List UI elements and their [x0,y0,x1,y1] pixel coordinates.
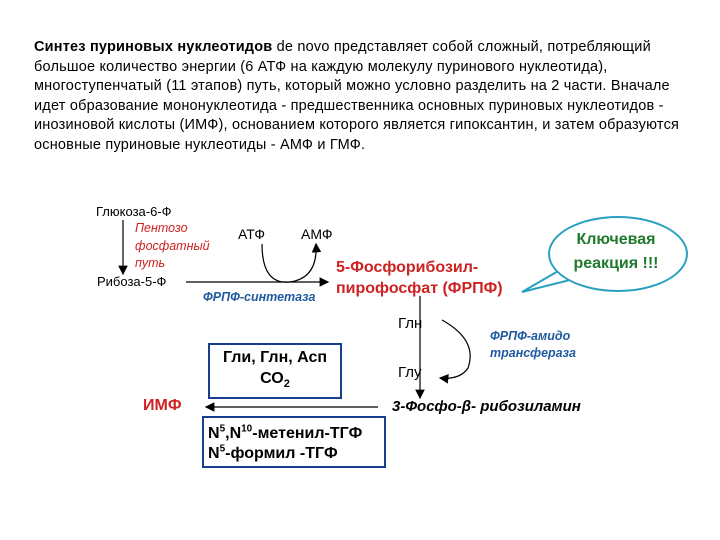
prpp-label-line1: 5-Фосфорибозил- [336,259,479,276]
key-reaction-line1: Ключевая [576,231,656,248]
folate-formyl: -формил -ТГФ [225,445,338,462]
arrow-gln-glu [440,320,470,378]
prpp-label-line2: пирофосфат (ФРПФ) [336,280,503,297]
amidotransferase-label-1: ФРПФ-амидо [490,329,571,343]
beta-symbol: β [461,398,472,415]
glu-label: Глу [398,364,422,381]
pathway-label-3: путь [135,256,166,270]
arrow-atp-amp [262,244,316,282]
pathway-label-1: Пентозо [135,221,188,235]
folate-sup5: 5 [219,423,226,435]
folate-mid: ,N [225,425,242,442]
amp-label: АМФ [301,226,333,242]
ribosylamine-label [392,398,581,415]
gln-label: Глн [398,315,423,332]
folate-sup5-2: 5 [219,443,226,455]
substrates-box [208,343,342,399]
substrates-line1: Гли, Глн, Асп [222,349,328,366]
folate-methenyl: -метенил-ТГФ [252,425,363,442]
co2-label: СО [260,370,284,387]
imp-label: ИМФ [143,397,182,414]
prpp-synthetase-label: ФРПФ-синтетаза [203,290,316,304]
intro-text: de novo представляет собой сложный, потребляющий большое количество энергии (6 АТФ на каждую молекулу пуринового нуклеотида), многоступенчатый (11 этапов) путь, который можно условно разделить на 2 части. Вначале идет образование мононуклеотида - предшественника основных пуриновых нуклеотидов - инозиновой кислоты (ИМФ), основанием которого является гипоксантин, и затем образуются основные пуриновые нуклеотиды - АМФ и ГМФ. [34,39,680,153]
folate-line1 [208,424,384,444]
amidotransferase-label-2: трансфераза [490,346,576,360]
co2-subscript: 2 [283,378,290,391]
ribosylamine-prefix: 3-Фосфо- [392,398,462,415]
folate-line2 [208,444,384,464]
pathway-label-2: фосфатный [135,239,210,253]
substrates-line2 [210,368,340,395]
folate-box [202,416,386,468]
folate-sup10: 10 [241,423,253,435]
atp-label: АТФ [238,226,265,242]
folate-n2: N [208,445,220,462]
ribose-label: Рибоза-5-Ф [97,274,167,289]
ribosylamine-suffix: - рибозиламин [471,398,581,415]
glucose-label: Глюкоза-6-Ф [96,204,172,219]
key-reaction-text [548,228,684,276]
intro-bold-lead: Синтез пуриновых нуклеотидов [34,39,273,55]
folate-n: N [208,425,220,442]
key-reaction-line2: реакция !!! [573,255,659,272]
